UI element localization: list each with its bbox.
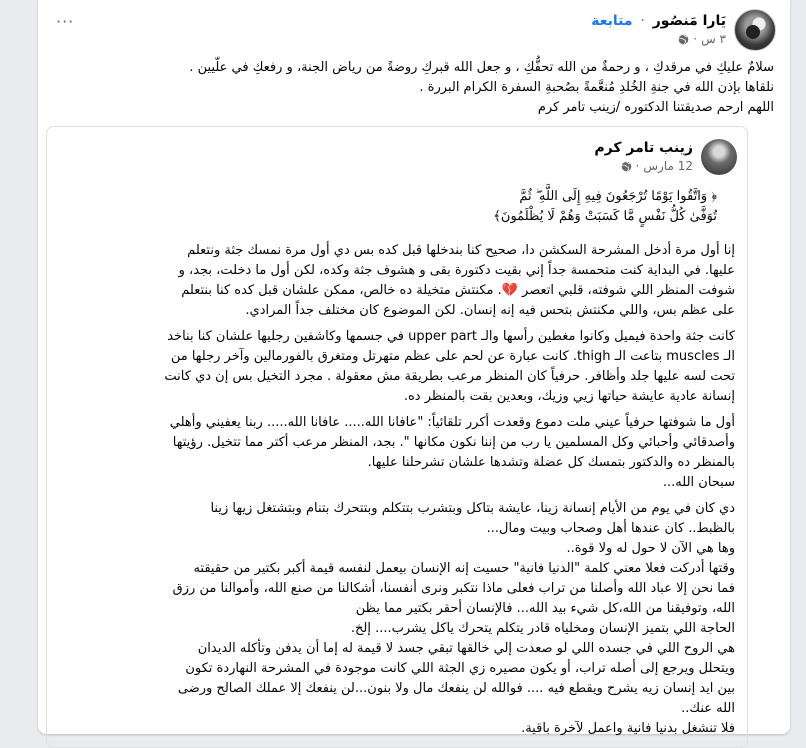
text-line: ويتحلل ويرجع إلى أصله تراب، أو يكون مصيره زي الجثة اللي كانت موجودة في المشرحة النهاردة تكون (185, 661, 735, 676)
shared-post-header (594, 139, 737, 175)
post-text (54, 58, 774, 118)
text-line: فلا تنشغل بدنيا فانية واعمل لآخرة باقية. (521, 721, 735, 736)
shared-post-body (59, 187, 735, 745)
paragraph (59, 499, 735, 739)
text-line: الله عنك.. (681, 701, 735, 716)
text-line: إنا أول مرة أدخل المشرحة السكشن دا، صحيح كنا بندخلها قبل كده بس دي أول مرة نمسك جثة ونتعلم (187, 243, 735, 258)
globe-icon (621, 161, 632, 172)
shared-meta-separator: · (635, 159, 640, 173)
follow-button[interactable]: متابعة (591, 13, 633, 29)
text-line: فما نحن إلا عباد الله وأصلنا من تراب فعلى ماذا نتكبر ونرى أنفسنا، أشكالنا من صنع الله، وأموالنا من رزق (172, 581, 735, 596)
text-line: وقتها أدركت فعلا معني كلمة "الدنيا فانية" حسيت إنه الإنسان بيعمل لنفسه قيمة أكبر بكتير من حقيقته (193, 561, 735, 576)
post-options-icon[interactable]: ··· (56, 12, 75, 31)
author-name[interactable]: يَارا مَنصُور (652, 13, 726, 29)
globe-icon (678, 34, 689, 45)
shared-author-avatar[interactable] (701, 139, 737, 175)
text-line: عليها. في البداية كنت متحمسة جداً إني بقيت دكتورة بقى و هشوف جثة وكده، لكن أول ما دخلت، بجد، و (178, 263, 735, 278)
quran-line: تُوَفَّىٰ كُلُّ نَفْسٍ مَّا كَسَبَتْ وَهُمْ لَا يُظْلَمُونَ﴾ (493, 209, 717, 224)
post-line: اللهم ارحم صديقتنا الدكتوره /زينب تامر كرم (537, 100, 774, 115)
text-line: أول ما شوفتها حرفياً عيني ملت دموع وقعدت أكرر تلقائياً: "عافانا الله..... عافانا الله..... ربنا يعفيني وأهلي (169, 415, 735, 430)
text-line: دي كان في يوم من الأيام إنسانة زينا، عايشة بتاكل وبتشرب بتتكلم وبتتحرك بتنام وبتشتغل زيها زينا (210, 501, 735, 516)
text-line: إنسانة عادية عايشة حياتها زيي وزيك، وبعدين بقت بالمنظر ده. (403, 389, 735, 404)
author-avatar[interactable] (734, 9, 776, 51)
text-line: بالظبط.. كان عندها أهل وصحاب وبيت ومال... (486, 521, 735, 536)
paragraph (59, 413, 735, 493)
text-line: شوفت المنظر اللي شوفته، قلبي اتعصر 💔. مكنتش متخيلة ده خالص، ممكن علشان قبل كده كنا بنتعلم (181, 283, 735, 298)
text-line: تحت لسه عليها جلد وأظافر. حرفياً كان المنظر مرعب بطريقة مش معقولة . مجرد التخيل بس إن دي كانت (164, 369, 735, 384)
post-time[interactable]: ٣ س (701, 32, 726, 46)
post-header (591, 8, 776, 52)
name-separator: · (640, 13, 645, 29)
post-line: نلقاها بإذن الله في جنةِ الخُلدِ مُنعَّمةً بصُحبةِ السفرة الكرام البررة . (419, 80, 774, 95)
paragraph (59, 241, 735, 321)
text-line: الحاجة اللي بتميز الإنسان ومخلياه قادر يتكلم يتحرك ياكل يشرب.... إلخ. (350, 621, 735, 636)
post-card (38, 0, 790, 734)
shared-author-name[interactable]: زينب تامر كرم (594, 140, 693, 156)
quran-line: ﴿ وَاتَّقُوا يَوْمًا تُرْجَعُونَ فِيهِ إِلَى اللَّهِ ۖ ثُمَّ (519, 189, 717, 204)
post-line: سلامٌ عليكِ في مرقدكِ ، و رحمةٌ من الله تحفُّكِ ، و جعل الله قبركِ روضةً من رياض الجنة، و رفعكِ في علّيين . (189, 60, 774, 75)
text-line: سبحان الله... (662, 475, 735, 490)
shared-post-date[interactable]: 12 مارس (643, 159, 693, 173)
text-line: على عظم بس، واللي مكنتش بتحس فيه إنه إنسان. لكن الموضوع كان مختلف جداً المرادي. (245, 303, 735, 318)
text-line: الـ muscles بتاعت الـ thigh. كانت عبارة عن لحم على عظم متهرتل ومتغرق بالفورمالين وآخر رجلها من (170, 349, 735, 364)
paragraph (59, 327, 735, 407)
text-line: كانت جثة واحدة فيميل وكانوا مغطين رأسها والـ upper part في جسمها وكاشفين رجليها علشان كنا بناخد (167, 329, 735, 344)
quran-verse (59, 187, 735, 227)
text-line: وها هي الآن لا حول له ولا قوة.. (566, 541, 735, 556)
text-line: وأصدقائي وأحبائي وكل المسلمين يا رب من إننا نكون مكانها ". بجد، المنظر مرعب أكتر مما تتخيل. رؤيتها (172, 435, 735, 450)
text-line: الله، وتوفيقنا من الله،كل شيء بيد الله... فالإنسان أحقر بكتير مما يظن (355, 601, 735, 616)
meta-separator: · (693, 32, 698, 46)
text-line: بالمنظر ده والدكتور بتمسك كل عضلة وتشدها علشان تشرحلنا عليها. (367, 455, 735, 470)
text-line: بين ايد إنسان زيه يشرح ويقطع فيه .... فوالله لن ينفعك مال ولا بنون...لن ينفعك إلا عملك الصالح ورضى (177, 681, 735, 696)
text-line: هي الروح اللي في جسده اللي لو صعدت إلي خالقها تبقي جسد لا قيمة له إما أن يدفن وتأكله الديدان (197, 641, 735, 656)
shared-post[interactable] (46, 126, 748, 748)
